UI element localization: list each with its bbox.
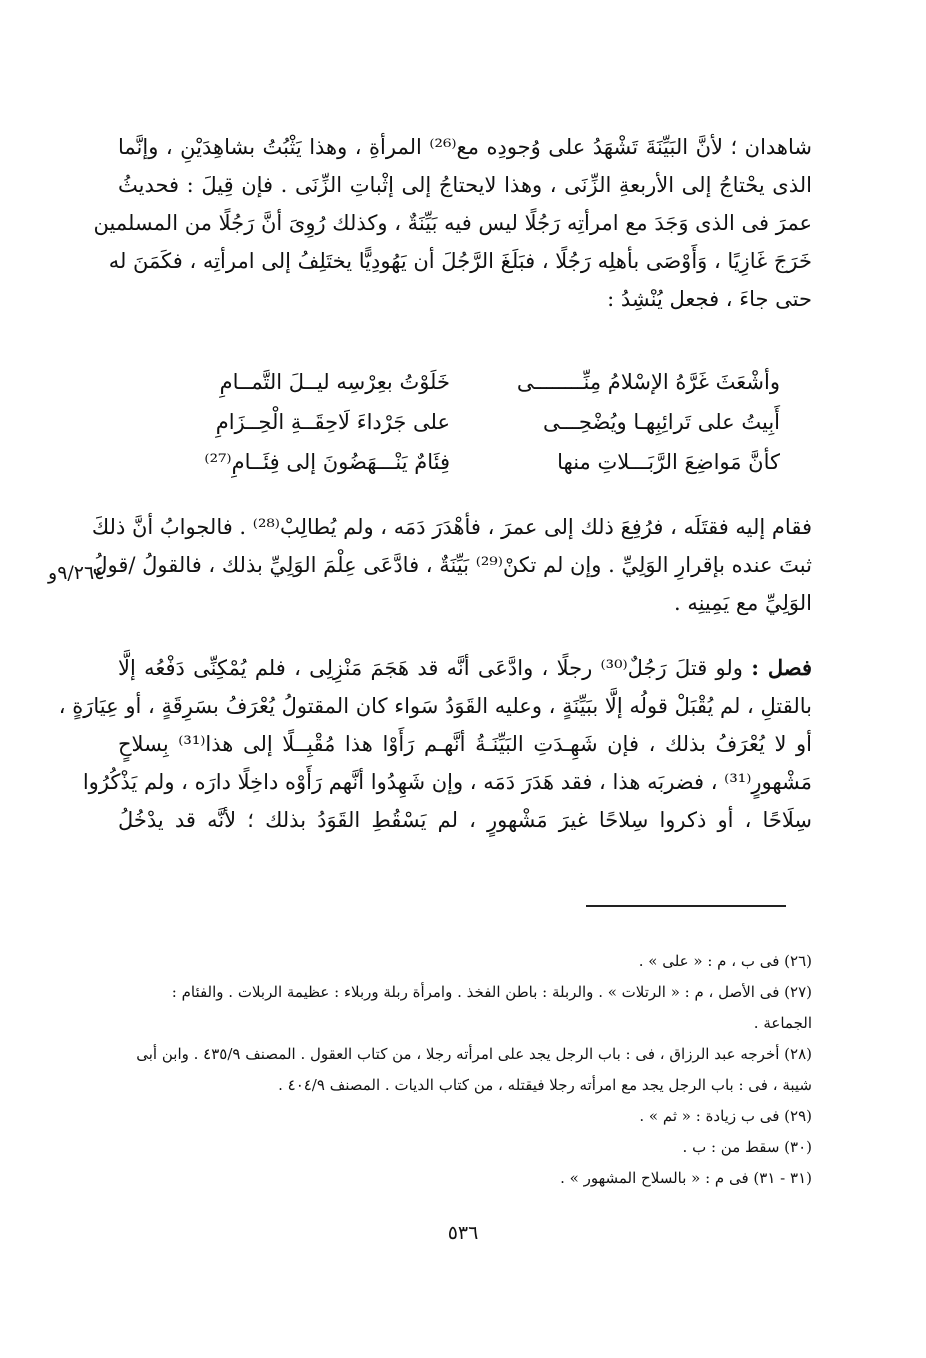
- text-segment: ولو قتلَ رَجُلٌ⁽³⁰⁾ رجلًا ، وادَّعَى أنَّه قد هَجَمَ مَنْزِلِى ، فلم يُمْكِنِّى دَفْعُه إلَّا: [118, 656, 743, 680]
- poem-hemistich-second: على جَرْداءَ لَاحِقَــةِ الْحِــزَامِ: [215, 410, 450, 434]
- footnote-separator: [586, 905, 786, 907]
- footnote: الجماعة .: [753, 1014, 812, 1032]
- poem-verse: [160, 442, 780, 482]
- paragraph-2: [91, 508, 812, 622]
- text-line: سِلَاحًا ، أو ذكروا سِلاحًا غيرَ مَشْهورٍ ، لم يَسْقُطِ القَوَدُ بذلك ؛ لأنَّه قد يدْخُلُ: [118, 808, 812, 832]
- margin-folio-note: ٩/٢٦٤و: [48, 562, 105, 584]
- text-line: فقام إليه فقتَلَه ، فرُفِعَ ذلك إلى عمرَ ، فأهْدَرَ دَمَه ، ولم يُطالِبْ⁽²⁸⁾ . فالجوابُ أنَّ ذلكَ: [91, 515, 812, 539]
- paragraph-1: [93, 128, 813, 318]
- poem-verse: [160, 362, 780, 402]
- footnote: شيبة ، فى : باب الرجل يجد مع امرأته رجلا فيقتله ، من كتاب الديات . المصنف ٤٠٤/٩ .: [278, 1076, 812, 1094]
- text-line: [118, 649, 812, 687]
- footnote: (٢٦) فى ب ، م : « على » .: [638, 952, 812, 970]
- text-line: مَشْهورٍ⁽³¹⁾ ، فضربَه هذا ، فقد هَدَرَ دَمَه ، وإن شَهِدُوا أنَّهم رَأَوْه داخِلًا دارَه ، ولم يَذْكُرُوا: [82, 770, 812, 794]
- text-line: ثبتَ عنده بإقرارِ الوَلِيِّ . وإن لم تكنْ⁽²⁹⁾ بَيِّنَةٌ ، فادَّعَى عِلْمَ الوَلِيِّ بذلك ، فالقولُ /قولُ: [92, 553, 812, 577]
- footnote: (٢٩) فى ب زيادة : « ثم » .: [639, 1107, 812, 1125]
- text-line: خَرَجَ غَازِيًا ، وَأَوْصَى بأهلِه رَجُلًا ، فبَلَغَ الرَّجُلَ أن يَهُودِيًّا يختَلِفُ إلى امرأتِه ، فكَمَنَ له: [108, 249, 812, 273]
- text-line: الوَلِيِّ مع يَمِينِه .: [673, 591, 812, 615]
- poem-verse: [160, 402, 780, 442]
- footnote: (٣١ - ٣١) فى م : « بالسلاح المشهور » .: [560, 1169, 812, 1187]
- text-line: الذى يحْتاجُ إلى الأربعةِ الزِّنَى ، وهذا لايحتاجُ إلى إثْباتِ الزِّنَى . فإن قِيلَ : فحديثُ: [118, 173, 812, 197]
- poem-hemistich-first: أَبِيتُ على تَرائِبِهـا ويُضْحِـــى: [542, 410, 780, 434]
- footnote: (٢٧) فى الأصل ، م : « الرتلات » . والربلة : باطن الفخذ . وامرأة ربلة وربلاء : عظيمة الربلات . والفئام :: [171, 983, 812, 1001]
- text-line: شاهدان ؛ لأنَّ البَيِّنَةَ تَشْهَدُ على وُجودِه مع⁽²⁶⁾ المرأةِ ، وهذا يَثْبُتُ بشاهِدَيْنِ ، وإنَّما: [118, 135, 813, 159]
- footnotes: [118, 946, 812, 1194]
- paragraph-3: [58, 649, 813, 839]
- section-label: فصل :: [751, 655, 813, 680]
- text-line: حتى جاءَ ، فجعل يُنْشِدُ :: [607, 287, 812, 311]
- footnote: (٢٨) أخرجه عبد الرزاق ، فى : باب الرجل يجد على امرأته رجلا ، من كتاب العقول . المصنف ٤٣٥/٩ . وابن أبى: [136, 1045, 812, 1063]
- poem-hemistich-second: خَلَوْتُ بعِرْسِه ليــلَ التَّمــامِ: [219, 370, 450, 394]
- page-number: ٥٣٦: [447, 1222, 479, 1244]
- text-line: أو لا يُعْرَفُ بذلك ، فإن شَهِـدَتِ البَيِّنَـةُ أنَّهـم رَأَوْا هذا مُقْبِــلًا إلى هذا⁽³¹⁾ بِسلاحٍ: [118, 732, 812, 756]
- footnote: (٣٠) سقط من : ب .: [682, 1138, 812, 1156]
- poem-hemistich-second: فِئَامٌ يَنْـــهَضُونَ إلى فِئَــامِ⁽²⁷⁾: [204, 450, 450, 474]
- text-line: عمرَ فى الذى وَجَدَ مع امرأتِه رَجُلًا ليس فيه بَيِّنَةٌ ، وكذلك رُوِىَ أنَّ رَجُلًا من المسلمين: [93, 211, 812, 235]
- poem-hemistich-first: كأنَّ مَواضِعَ الرَّبَـــلاتِ منها: [557, 450, 780, 474]
- poem: [160, 362, 780, 482]
- poem-hemistich-first: وأشْعَثَ غَرَّهُ الإسْلامُ مِنِّــــــــى: [516, 370, 780, 394]
- text-line: بالقتلِ ، لم يُقْبَلْ قولُه إلَّا ببَيِّنَةٍ ، وعليه القَوَدُ سَواء كان المقتولُ يُعْرَفُ بسَرِقَةٍ ، أو عِيَارَةٍ ،: [58, 694, 812, 718]
